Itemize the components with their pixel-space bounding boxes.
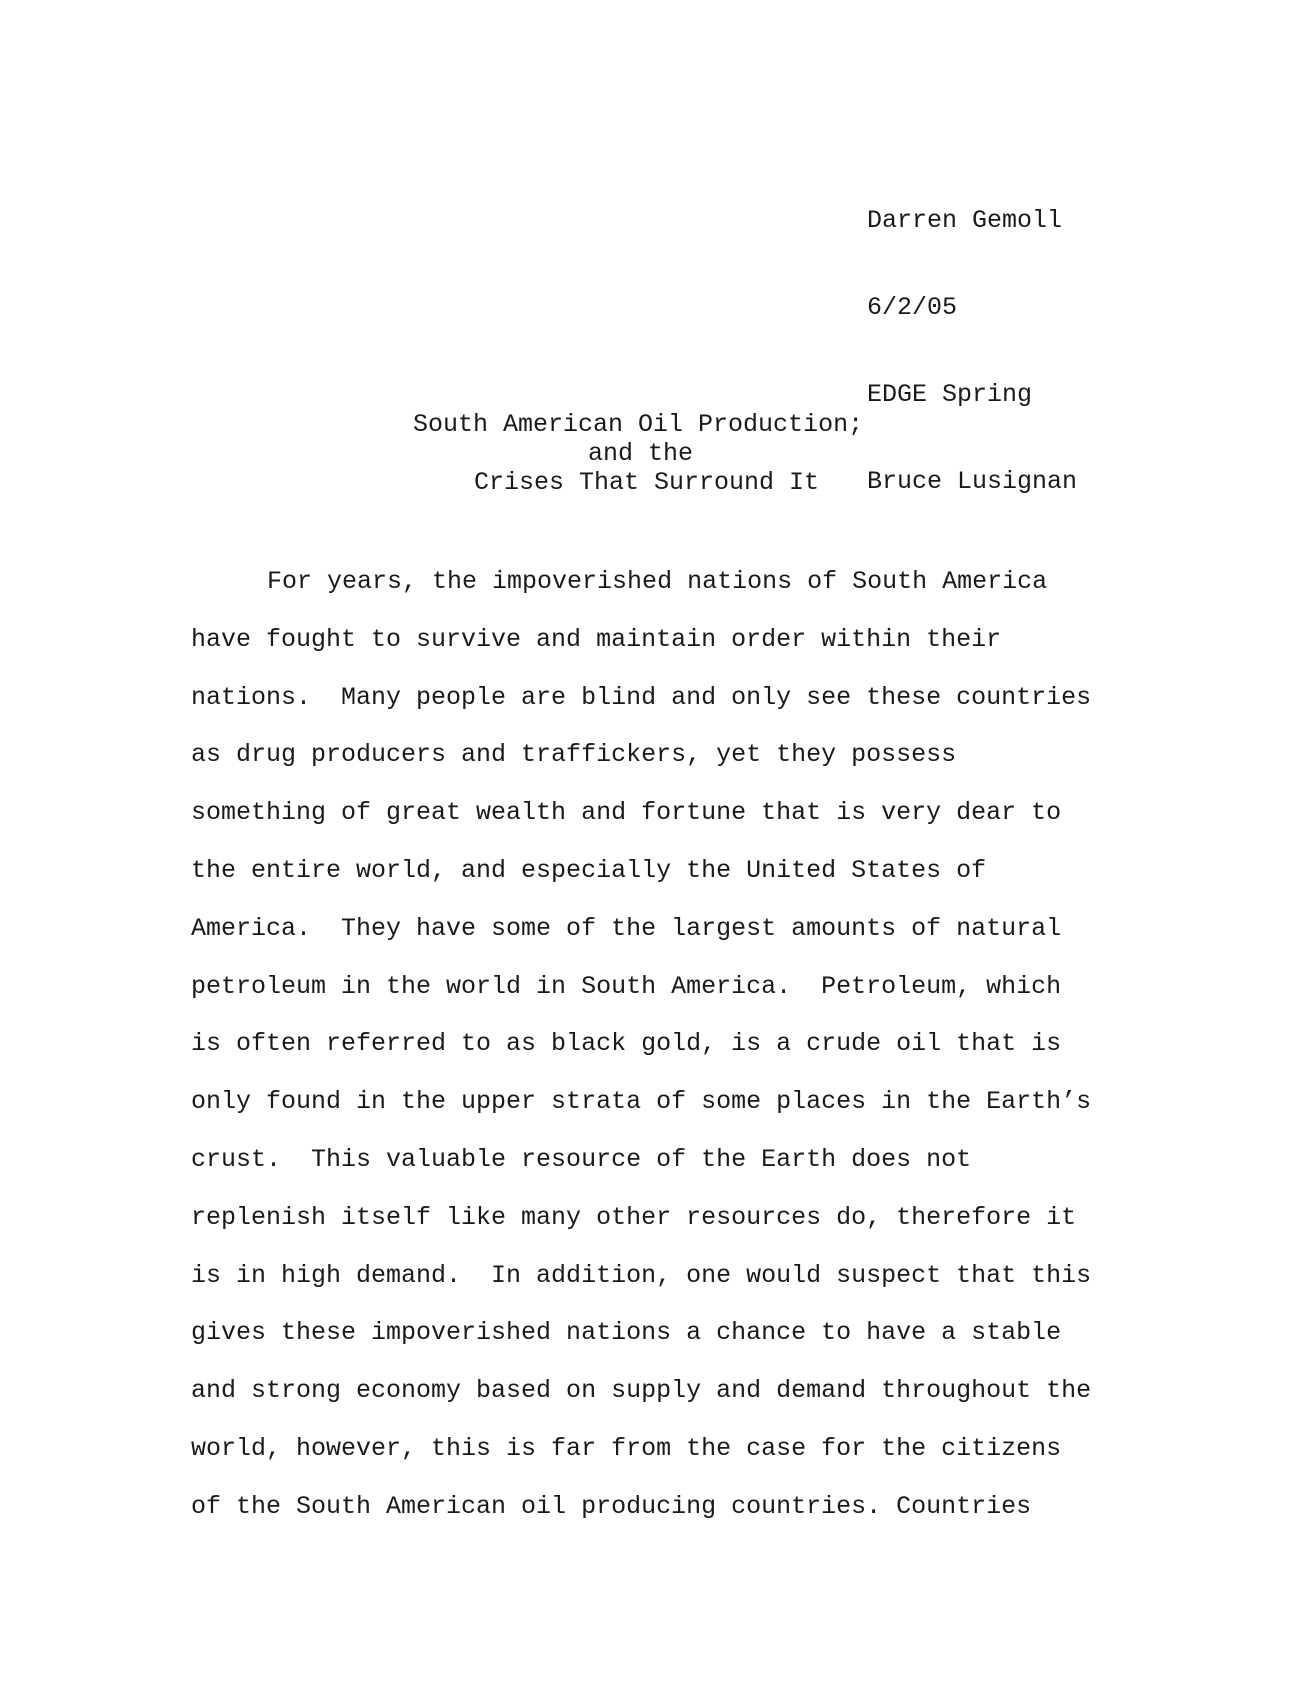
document-title [0,410,1306,497]
title-line: South American Oil Production; [413,410,864,439]
author-name: Darren Gemoll [867,206,1063,235]
body-line: only found in the upper strata of some places in the Earth’s [191,1087,1092,1117]
body-line: the entire world, and especially the United States of [191,855,987,885]
body-line: crust. This valuable resource of the Earth does not [191,1144,972,1174]
title-line: Crises That Surround It [474,468,820,497]
body-line: is in high demand. In addition, one would suspect that this [191,1260,1092,1290]
instructor-name: Bruce Lusignan [867,467,1078,496]
body-line: something of great wealth and fortune that is very dear to [191,798,1062,828]
document-date: 6/2/05 [867,293,958,322]
body-line: world, however, this is far from the case for the citizens [191,1433,1062,1463]
course-name: EDGE Spring [867,380,1033,409]
body-paragraph [191,553,1091,1536]
body-line: replenish itself like many other resources do, therefore it [191,1202,1077,1232]
body-line: have fought to survive and maintain order within their [191,624,1002,654]
body-line: and strong economy based on supply and demand throughout the [191,1376,1092,1406]
body-line: nations. Many people are blind and only see these countries [191,682,1092,712]
body-line: of the South American oil producing countries. Countries [191,1491,1032,1521]
title-line: and the [588,439,694,468]
body-line: petroleum in the world in South America. Petroleum, which [191,971,1062,1001]
body-line: America. They have some of the largest amounts of natural [191,913,1062,943]
body-line: For years, the impoverished nations of South America [267,567,1048,596]
body-line: gives these impoverished nations a chance to have a stable [191,1318,1062,1348]
body-line: as drug producers and traffickers, yet they possess [191,740,957,770]
body-line: is often referred to as black gold, is a crude oil that is [191,1029,1062,1059]
